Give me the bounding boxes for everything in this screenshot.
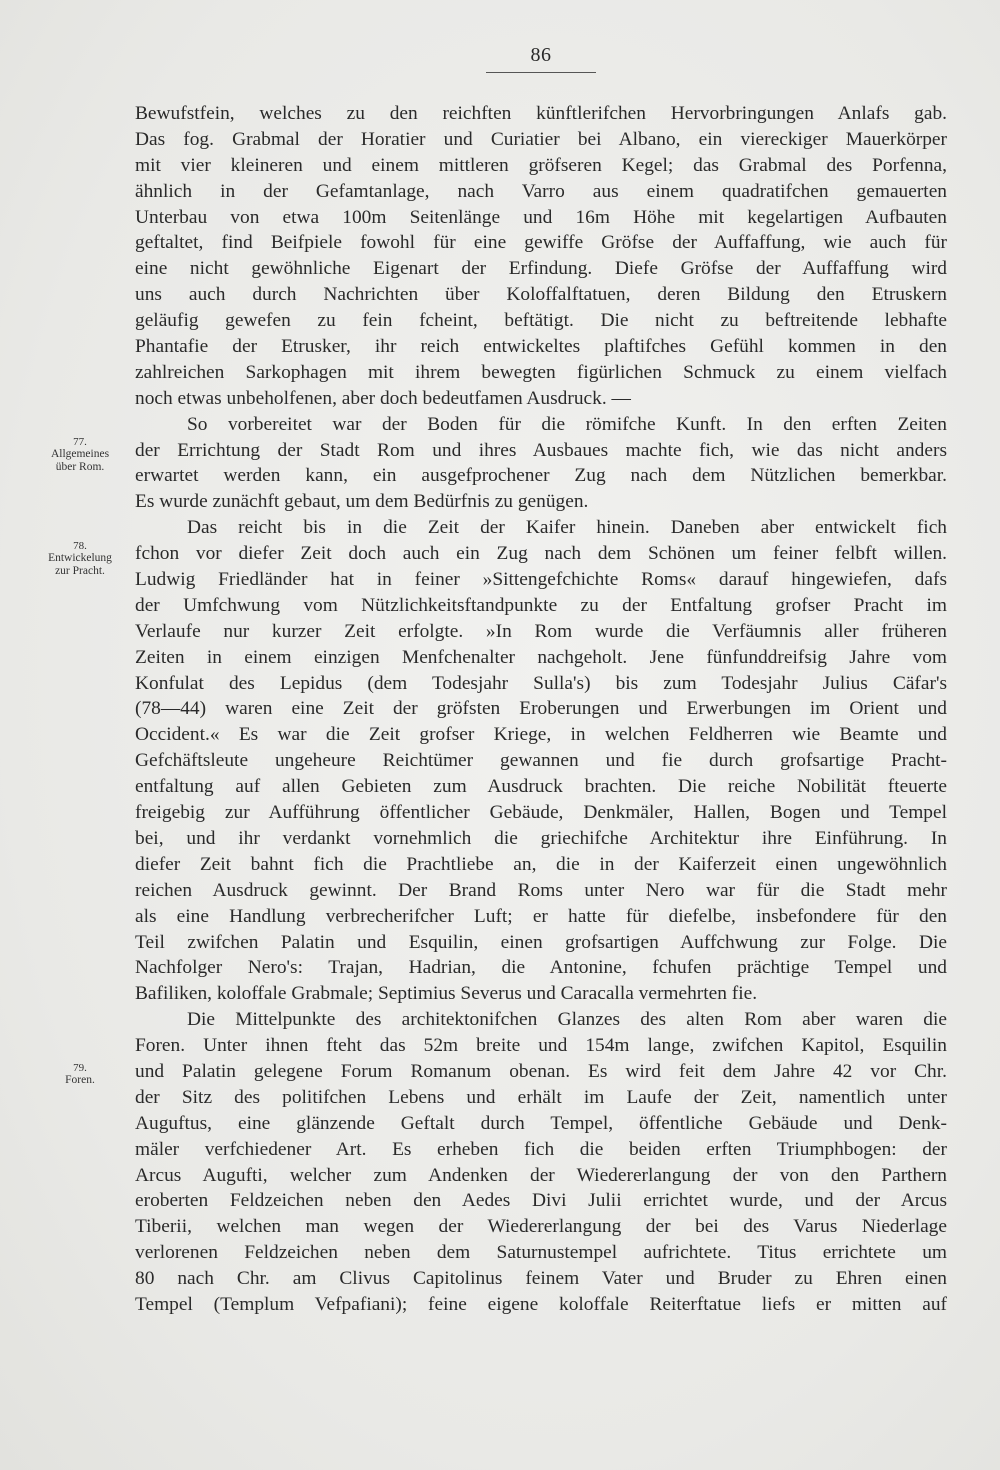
text-line: ähnlich in der Gefamtanlage, nach Varro aus einem quadratifchen gemauerten <box>135 180 947 202</box>
text-line: Tiberii, welchen man wegen der Wiedererlangung der bei des Varus Niederlage <box>135 1216 947 1238</box>
page-number: 86 <box>530 44 552 66</box>
margin-note-78 <box>30 540 130 578</box>
margin-note-label: Allgemeines <box>50 448 110 460</box>
text-line: Unterbau von etwa 100m Seitenlänge und 16m Höhe mit kegelartigen Aufbauten <box>135 206 947 228</box>
text-line: verlorenen Feldzeichen neben dem Saturnustempel aufrichtete. Titus errichtete um <box>135 1242 947 1264</box>
text-line: erwartet werden kann, ein ausgefprochener Zug nach dem Nützlichen bemerkbar. <box>135 465 947 487</box>
text-line: Gefchäftsleute ungeheure Reichtümer gewannen und fie durch grofsartige Pracht- <box>135 750 947 772</box>
text-line: Zeiten in einem einzigen Menfchenalter nachgeholt. Jene fünfunddreifsig Jahre vom <box>135 646 947 668</box>
body-text <box>135 101 947 1318</box>
margin-note-number: 77. <box>73 436 87 448</box>
text-line: diefer Zeit bahnt fich die Prachtliebe an, die in der Kaiferzeit einen ungewöhnlich <box>135 853 947 875</box>
margin-note-77 <box>30 436 130 474</box>
text-line: Foren. Unter ihnen fteht das 52m breite und 154m lange, zwifchen Kapitol, Esquilin <box>135 1035 947 1057</box>
text-line: eroberten Feldzeichen neben den Aedes Divi Julii errichtet wurde, und der Arcus <box>135 1190 947 1212</box>
text-line: fchon vor diefer Zeit doch auch ein Zug nach dem Schönen um feiner felbft willen. <box>135 543 947 565</box>
margin-note-number: 79. <box>73 1062 87 1074</box>
margin-note-label: Foren. <box>65 1074 95 1086</box>
text-line: der Umfchwung vom Nützlichkeitsftandpunkte zu der Entfaltung grofser Pracht im <box>135 594 947 616</box>
text-line: der Sitz des politifchen Lebens und erhält im Laufe der Zeit, namentlich unter <box>135 1086 947 1108</box>
text-line: Tempel (Templum Vefpafiani); feine eigene koloffale Reiterftatue liefs er mitten auf <box>135 1293 947 1315</box>
text-line: mäler verfchiedener Art. Es erheben fich die beiden erften Triumphbogen: der <box>135 1138 947 1160</box>
paragraph-first-line: So vorbereitet war der Boden für die römifche Kunft. In den erften Zeiten <box>187 413 947 435</box>
margin-note-number: 78. <box>73 540 87 552</box>
text-line: eine nicht gewöhnliche Eigenart der Erfindung. Diefe Gröfse der Auffaffung wird <box>135 258 947 280</box>
text-line: Nachfolger Nero's: Trajan, Hadrian, die Antonine, fchufen prächtige Tempel und <box>135 957 947 979</box>
text-line: noch etwas unbeholfenen, aber doch bedeutfamen Ausdruck. — <box>135 387 631 409</box>
text-line: (78—44) waren eine Zeit der gröfsten Eroberungen und Erwerbungen im Orient und <box>135 698 947 720</box>
text-line: Phantafie der Etrusker, ihr reich entwickeltes plaftifches Gefühl kommen in den <box>135 336 947 358</box>
text-line: bei, und ihr verdankt vornehmlich die griechifche Architektur ihre Einführung. In <box>135 827 947 849</box>
text-line: geläufig gewefen zu fein fcheint, beftätigt. Die nicht zu beftreitende lebhafte <box>135 310 947 332</box>
text-line: und Palatin gelegene Forum Romanum obenan. Es wird feit dem Jahre 42 vor Chr. <box>135 1060 947 1082</box>
margin-note-label: über Rom. <box>55 461 105 473</box>
text-line: der Errichtung der Stadt Rom und ihres Ausbaues machte fich, wie das nicht anders <box>135 439 947 461</box>
text-line: Ludwig Friedländer hat in feiner »Sittengefchichte Roms« darauf hingewiefen, dafs <box>135 569 947 591</box>
text-line: Es wurde zunächft gebaut, um dem Bedürfnis zu genügen. <box>135 491 589 513</box>
text-line: Auguftus, eine glänzende Geftalt durch Tempel, öffentliche Gebäude und Denk- <box>135 1112 947 1134</box>
paragraph-first-line: Die Mittelpunkte des architektonifchen Glanzes des alten Rom aber waren die <box>187 1009 947 1031</box>
margin-note-79 <box>30 1062 130 1087</box>
text-line: freigebig zur Aufführung öffentlicher Gebäude, Denkmäler, Hallen, Bogen und Tempel <box>135 802 947 824</box>
paragraph-first-line: Das reicht bis in die Zeit der Kaifer hinein. Daneben aber entwickelt fich <box>187 517 947 539</box>
text-line: Konfulat des Lepidus (dem Todesjahr Sulla's) bis zum Todesjahr Julius Cäfar's <box>135 672 947 694</box>
text-line: geftaltet, find Beifpiele fowohl für eine gewiffe Gröfse der Auffaffung, wie auch für <box>135 232 947 254</box>
text-line: reichen Ausdruck gewinnt. Der Brand Roms unter Nero war für die Stadt mehr <box>135 879 947 901</box>
text-line: uns auch durch Nachrichten über Koloffalftatuen, deren Bildung den Etruskern <box>135 284 947 306</box>
text-line: zahlreichen Sarkophagen mit ihrem bewegten figürlichen Schmuck zu einem vielfach <box>135 361 947 383</box>
text-line: Verlaufe nur kurzer Zeit erfolgte. »In Rom wurde die Verfäumnis aller früheren <box>135 620 947 642</box>
text-line: als eine Handlung verbrecherifcher Luft; er hatte für diefelbe, insbefondere für den <box>135 905 947 927</box>
text-line: Arcus Augufti, welcher zum Andenken der Wiedererlangung der von den Parthern <box>135 1164 947 1186</box>
text-line: Occident.« Es war die Zeit grofser Kriege, in welchen Feldherren wie Beamte und <box>135 724 947 746</box>
text-line: 80 nach Chr. am Clivus Capitolinus feinem Vater und Bruder zu Ehren einen <box>135 1268 947 1290</box>
text-line: mit vier kleineren und einem mittleren gröfseren Kegel; das Grabmal des Porfenna, <box>135 154 947 176</box>
text-line: Bafiliken, koloffale Grabmale; Septimius Severus und Caracalla vermehrten fie. <box>135 983 758 1005</box>
margin-note-label: Entwickelung <box>48 552 112 564</box>
text-line: entfaltung auf allen Gebieten zum Ausdruck brachten. Die reiche Nobilität fteuerte <box>135 776 947 798</box>
header-rule <box>486 72 596 73</box>
text-line: Bewufstfein, welches zu den reichften künftlerifchen Hervorbringungen Anlafs gab. <box>135 103 947 124</box>
margin-note-label: zur Pracht. <box>55 565 105 577</box>
text-line: Das fog. Grabmal der Horatier und Curiatier bei Albano, ein viereckiger Mauerkörper <box>135 128 947 150</box>
text-line: Teil zwifchen Palatin und Esquilin, einen grofsartigen Auffchwung zur Folge. Die <box>135 931 947 953</box>
